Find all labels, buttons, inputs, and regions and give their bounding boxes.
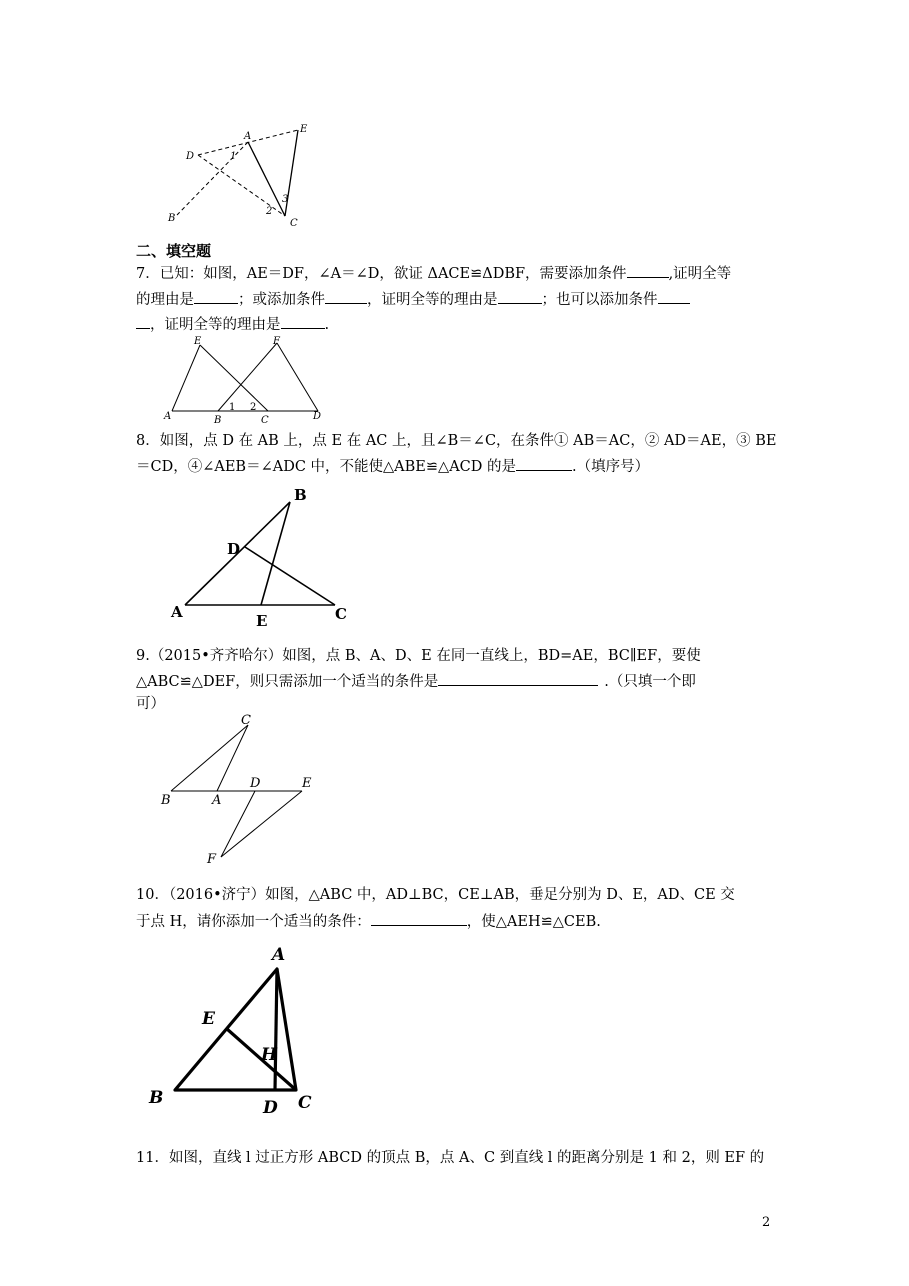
q7-text-3a: ，证明全等的理由是 xyxy=(150,317,281,333)
q8-text-2a: ＝CD，④∠AEB＝∠ADC 中，不能使△ABE≌△ACD 的是 xyxy=(136,459,516,475)
q7-blank-4[interactable] xyxy=(498,289,542,304)
figure-q6 xyxy=(160,118,330,230)
q7-text-2b: ；或添加条件 xyxy=(238,292,325,308)
fig10-label-h: H xyxy=(261,1045,278,1065)
fig8-label-b: B xyxy=(294,486,307,504)
fig7-label-e: E xyxy=(194,336,202,347)
fig6-label-a: A xyxy=(244,131,252,142)
fig7-label-d: D xyxy=(313,411,322,422)
fig6-label-3: 3 xyxy=(282,194,289,205)
q10-text-2b: ，使△AEH≌△CEB. xyxy=(466,914,601,930)
q7-line-1 xyxy=(136,263,731,284)
figure-q10 xyxy=(140,938,330,1120)
q9-blank[interactable] xyxy=(438,671,598,686)
q10-line-2 xyxy=(136,911,601,932)
fig9-label-d: D xyxy=(250,776,261,791)
q7-blank-5[interactable] xyxy=(658,289,690,304)
q10-text-2a: 于点 H，请你添加一个适当的条件： xyxy=(136,914,371,930)
section-heading-fill-blank: 二、填空题 xyxy=(136,242,212,260)
fig10-label-b: B xyxy=(149,1088,164,1108)
q7-line-3 xyxy=(136,314,329,335)
q8-line-1: 8．如图，点 D 在 AB 上，点 E 在 AC 上，且∠B＝∠C，在条件① AB＝AC，② AD＝AE，③ BE xyxy=(136,433,777,449)
q7-text-1-end: ,证明全等 xyxy=(668,266,732,282)
q7-blank-3[interactable] xyxy=(325,289,367,304)
fig9-label-b: B xyxy=(161,793,171,808)
q9-text-2a: △ABC≌△DEF，则只需添加一个适当的条件是 xyxy=(136,674,439,690)
fig9-label-c: C xyxy=(241,713,251,728)
q9-line-1: 9.（2015•齐齐哈尔）如图，点 B、A、D、E 在同一直线上，BD=AE，BC∥EF，要使 xyxy=(136,648,701,664)
q11-line-1: 11．如图，直线 l 过正方形 ABCD 的顶点 B，点 A、C 到直线 l 的距离分别是 1 和 2，则 EF 的 xyxy=(136,1150,765,1166)
q9-line-3: 可） xyxy=(136,696,165,712)
fig10-label-a: A xyxy=(272,945,286,965)
q9-text-2b: .（只填一个即 xyxy=(604,674,696,690)
q8-text-2b: .（填序号） xyxy=(572,459,650,475)
q8-blank[interactable] xyxy=(516,456,572,471)
q7-text-2d: ；也可以添加条件 xyxy=(541,292,658,308)
fig10-label-c: C xyxy=(298,1093,312,1113)
fig9-label-f: F xyxy=(207,852,217,867)
q7-blank-1[interactable] xyxy=(627,263,669,278)
figure-q9 xyxy=(155,712,325,872)
q10-blank[interactable] xyxy=(371,911,467,926)
fig7-label-f: F xyxy=(273,336,280,347)
fig10-label-d: D xyxy=(263,1098,278,1118)
fig8-label-e: E xyxy=(256,612,268,630)
fig6-label-b: B xyxy=(168,213,176,224)
figure-q7 xyxy=(160,333,335,425)
q9-line-2 xyxy=(136,671,696,692)
fig8-label-a: A xyxy=(171,603,183,621)
fig8-label-c: C xyxy=(335,605,347,623)
q7-text-2c: ，证明全等的理由是 xyxy=(367,292,498,308)
fig7-label-b: B xyxy=(214,415,222,425)
q7-blank-2[interactable] xyxy=(194,289,238,304)
q7-text-1: 7．已知：如图，AE＝DF，∠A＝∠D，欲证 ΔACE≌ΔDBF，需要添加条件 xyxy=(136,266,627,282)
figure-q8 xyxy=(165,480,365,632)
fig6-label-2: 2 xyxy=(266,206,273,217)
fig7-label-1: 1 xyxy=(229,402,236,413)
page-number: 2 xyxy=(762,1215,771,1230)
fig6-label-c: C xyxy=(290,218,298,229)
fig6-label-1: 1 xyxy=(230,151,237,162)
fig7-label-2: 2 xyxy=(250,402,257,413)
fig10-label-e: E xyxy=(202,1009,215,1029)
q7-text-3b: . xyxy=(324,317,330,333)
fig7-label-a: A xyxy=(164,411,172,422)
fig8-label-d: D xyxy=(227,540,241,558)
fig6-label-e: E xyxy=(300,124,308,135)
fig6-label-d: D xyxy=(186,151,195,162)
q8-line-2 xyxy=(136,456,649,477)
q10-line-1: 10．（2016•济宁）如图，△ABC 中，AD⊥BC，CE⊥AB，垂足分别为 D、E，AD、CE 交 xyxy=(136,887,735,903)
q7-line-2 xyxy=(136,289,690,310)
q7-text-2a: 的理由是 xyxy=(136,292,194,308)
q7-blank-6[interactable] xyxy=(281,314,325,329)
fig9-label-a: A xyxy=(212,793,222,808)
fig7-label-c: C xyxy=(261,415,269,425)
fig9-label-e: E xyxy=(302,776,312,791)
q7-blank-5-cont[interactable] xyxy=(136,314,150,329)
